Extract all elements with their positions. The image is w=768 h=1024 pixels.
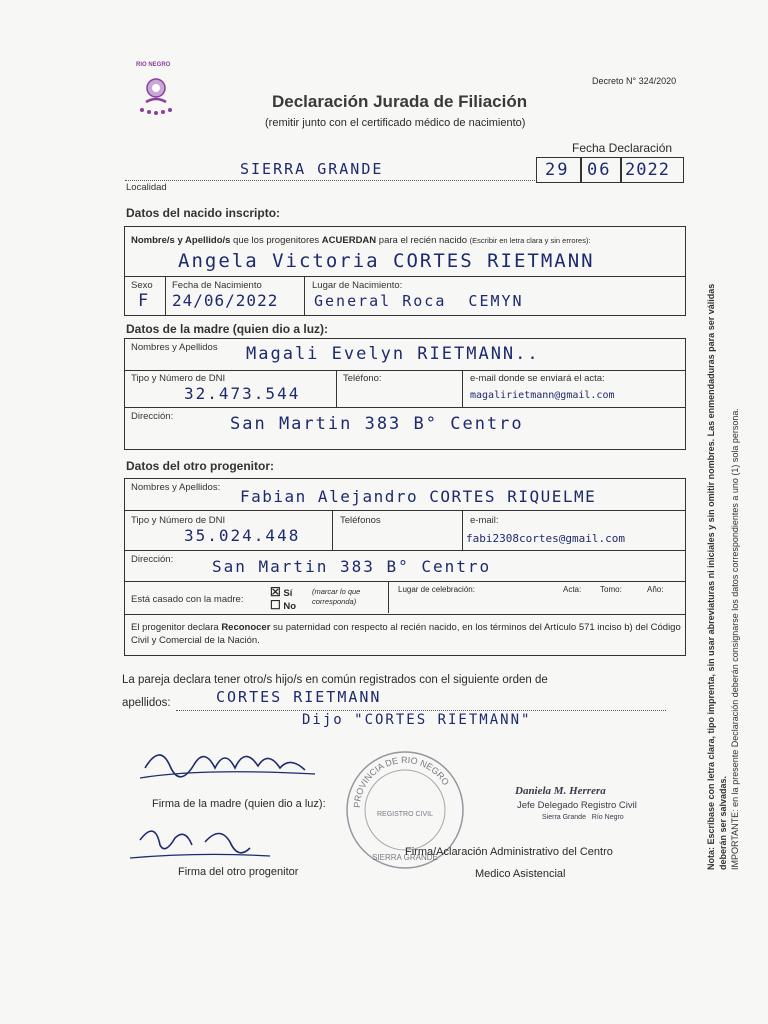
siblings-value-line2: Dijo "CORTES RIETMANN": [302, 712, 532, 728]
seal-inner-text: REGISTRO CIVIL: [376, 811, 434, 818]
official-stamp-place: Sierra Grande Río Negro: [542, 814, 624, 821]
newborn-names-prefix: Nombre/s y Apellido/s: [131, 235, 231, 246]
declaration-day: 29: [545, 160, 570, 180]
other-dni-value: 35.024.448: [184, 526, 301, 545]
recognition-pre: El progenitor declara: [131, 622, 222, 633]
sex-value: F: [138, 291, 151, 311]
siblings-text-line1: La pareja declara tener otro/s hijo/s en común registrados con el siguiente orden de: [122, 674, 548, 686]
declaration-date-day-box: [536, 157, 582, 183]
other-parent-section-title: Datos del otro progenitor:: [126, 459, 274, 473]
newborn-names-label: [131, 235, 591, 246]
acta-label: Acta:: [563, 585, 582, 594]
declaration-date-year-box: [620, 157, 684, 183]
locality-line: [125, 180, 535, 181]
married-yes-label: Sí: [283, 588, 293, 599]
admin-signature-label: Firma/Aclaración Administrativo del Centro: [405, 846, 613, 858]
declaration-year: 2022: [625, 160, 670, 180]
document-title: Declaración Jurada de Filiación: [272, 92, 528, 111]
other-email-value: fabi2308cortes@gmail.com: [466, 532, 625, 545]
newborn-names-mid: que los progenitores: [230, 235, 322, 246]
mother-email-value: magalirietmann@gmail.com: [470, 390, 615, 401]
newborn-names-suffix: para el recién nacido: [376, 235, 470, 246]
married-yes-option[interactable]: [270, 585, 292, 599]
married-note: (marcar lo que corresponda): [312, 587, 361, 606]
anio-label: Año:: [647, 585, 664, 594]
mother-names-value: Magali Evelyn RIETMANN..: [246, 344, 540, 364]
seal-bottom-text: SIERRA GRANDE: [372, 853, 438, 862]
siblings-value-line1: CORTES RIETMANN: [216, 688, 382, 706]
sex-label: Sexo: [131, 280, 153, 291]
declaration-month: 06: [587, 160, 612, 180]
other-email-label: e-mail:: [470, 515, 499, 526]
official-stamp-name: Daniela M. Herrera: [515, 785, 606, 797]
siblings-line-1: [176, 710, 666, 711]
side-note-line2: IMPORTANTE: en la presente Declaración deberán consignarse los datos correspondientes a uno (1) sola persona.: [730, 408, 740, 870]
married-no-option[interactable]: [270, 598, 296, 612]
other-divider-2: [124, 550, 686, 551]
married-label: Está casado con la madre:: [131, 594, 244, 605]
decree-number: Decreto N° 324/2020: [592, 76, 677, 86]
mother-divider-2: [124, 407, 686, 408]
birthplace-value: General Roca CEMYN: [314, 292, 524, 310]
tomo-label: Tomo:: [600, 585, 622, 594]
married-no-label: No: [283, 601, 297, 612]
other-phone-label: Teléfonos: [340, 515, 381, 526]
mother-phone-label: Teléfono:: [343, 373, 382, 384]
newborn-section-title: Datos del nacido inscripto:: [126, 206, 281, 220]
other-divider-1: [124, 510, 686, 511]
other-dni-label: Tipo y Número de DNI: [131, 515, 226, 526]
mother-divider-1: [124, 370, 686, 371]
document-subtitle: (remitir junto con el certificado médico de nacimiento): [265, 117, 526, 129]
mother-address-label: Dirección:: [131, 411, 174, 422]
declaration-date-month-box: [580, 157, 622, 183]
other-names-value: Fabian Alejandro CORTES RIQUELME: [240, 487, 597, 506]
newborn-date-divider: [304, 276, 305, 315]
other-address-label: Dirección:: [131, 554, 174, 565]
celebration-label: Lugar de celebración:: [398, 585, 475, 594]
celebration-divider: [388, 581, 389, 613]
locality-value: SIERRA GRANDE: [240, 160, 384, 178]
newborn-names-note: (Escribir en letra clara y sin errores):: [469, 236, 591, 245]
mother-email-label: e-mail donde se enviará el acta:: [470, 373, 605, 384]
other-parent-signature-label: Firma del otro progenitor: [178, 866, 299, 878]
side-note-line1: Nota: Escríbase con letra clara, tipo imprenta, sin usar abreviaturas ni iniciales y sin omitir nombres. Las enmendaduras para ser válidas deberán ser salvadas.: [706, 283, 728, 870]
seal-text: PROVINCIA DE RIO NEGRO: [351, 754, 452, 809]
birthplace-label: Lugar de Nacimiento:: [312, 280, 403, 291]
mother-address-value: San Martin 383 B° Centro: [230, 414, 524, 434]
mother-signature-scribble: [140, 738, 320, 788]
mother-dni-value: 32.473.544: [184, 384, 301, 403]
siblings-text-line2: apellidos:: [122, 697, 171, 709]
newborn-divider: [124, 276, 686, 277]
other-names-label: Nombres y Apellidos:: [131, 482, 221, 493]
recognition-bold: Reconocer: [221, 622, 271, 633]
other-parent-signature-scribble: [130, 820, 280, 865]
logo-emblem-icon: [132, 70, 180, 120]
mother-dni-divider: [336, 370, 337, 407]
svg-text:PROVINCIA DE RIO NEGRO: [352, 755, 451, 808]
other-phone-divider: [462, 510, 463, 550]
mother-signature-label: Firma de la madre (quien dio a luz):: [152, 798, 326, 810]
married-yes-checkbox[interactable]: ☒: [270, 585, 281, 599]
declaration-date-label: Fecha Declaración: [572, 141, 673, 155]
recognition-post: su paternidad con respecto al recién nacido, en los términos del Artículo 571 inciso b) del Código Civil y Comercial de la Nación.: [131, 622, 681, 646]
mother-phone-divider: [462, 370, 463, 407]
admin-signature-sub: Medico Asistencial: [475, 868, 566, 880]
side-note: [705, 250, 745, 870]
mother-section-title: Datos de la madre (quien dio a luz):: [126, 322, 329, 336]
newborn-names-agree: ACUERDAN: [321, 235, 377, 246]
other-dni-divider: [332, 510, 333, 550]
official-stamp-role: Jefe Delegado Registro Civil: [517, 800, 637, 811]
other-divider-3: [124, 581, 686, 582]
recognition-text: [131, 621, 681, 647]
birthdate-label: Fecha de Nacimiento: [172, 280, 262, 291]
logo-text: RIO NEGRO: [136, 62, 171, 68]
rio-negro-logo: [128, 62, 184, 124]
newborn-full-name: Angela Victoria CORTES RIETMANN: [178, 250, 595, 272]
locality-label: Localidad: [126, 182, 167, 193]
married-no-checkbox[interactable]: ☐: [270, 598, 281, 612]
other-address-value: San Martin 383 B° Centro: [212, 557, 492, 576]
mother-names-label: Nombres y Apellidos: [131, 342, 218, 353]
newborn-sex-divider: [165, 276, 166, 315]
mother-dni-label: Tipo y Número de DNI: [131, 373, 226, 384]
birthdate-value: 24/06/2022: [172, 291, 279, 310]
